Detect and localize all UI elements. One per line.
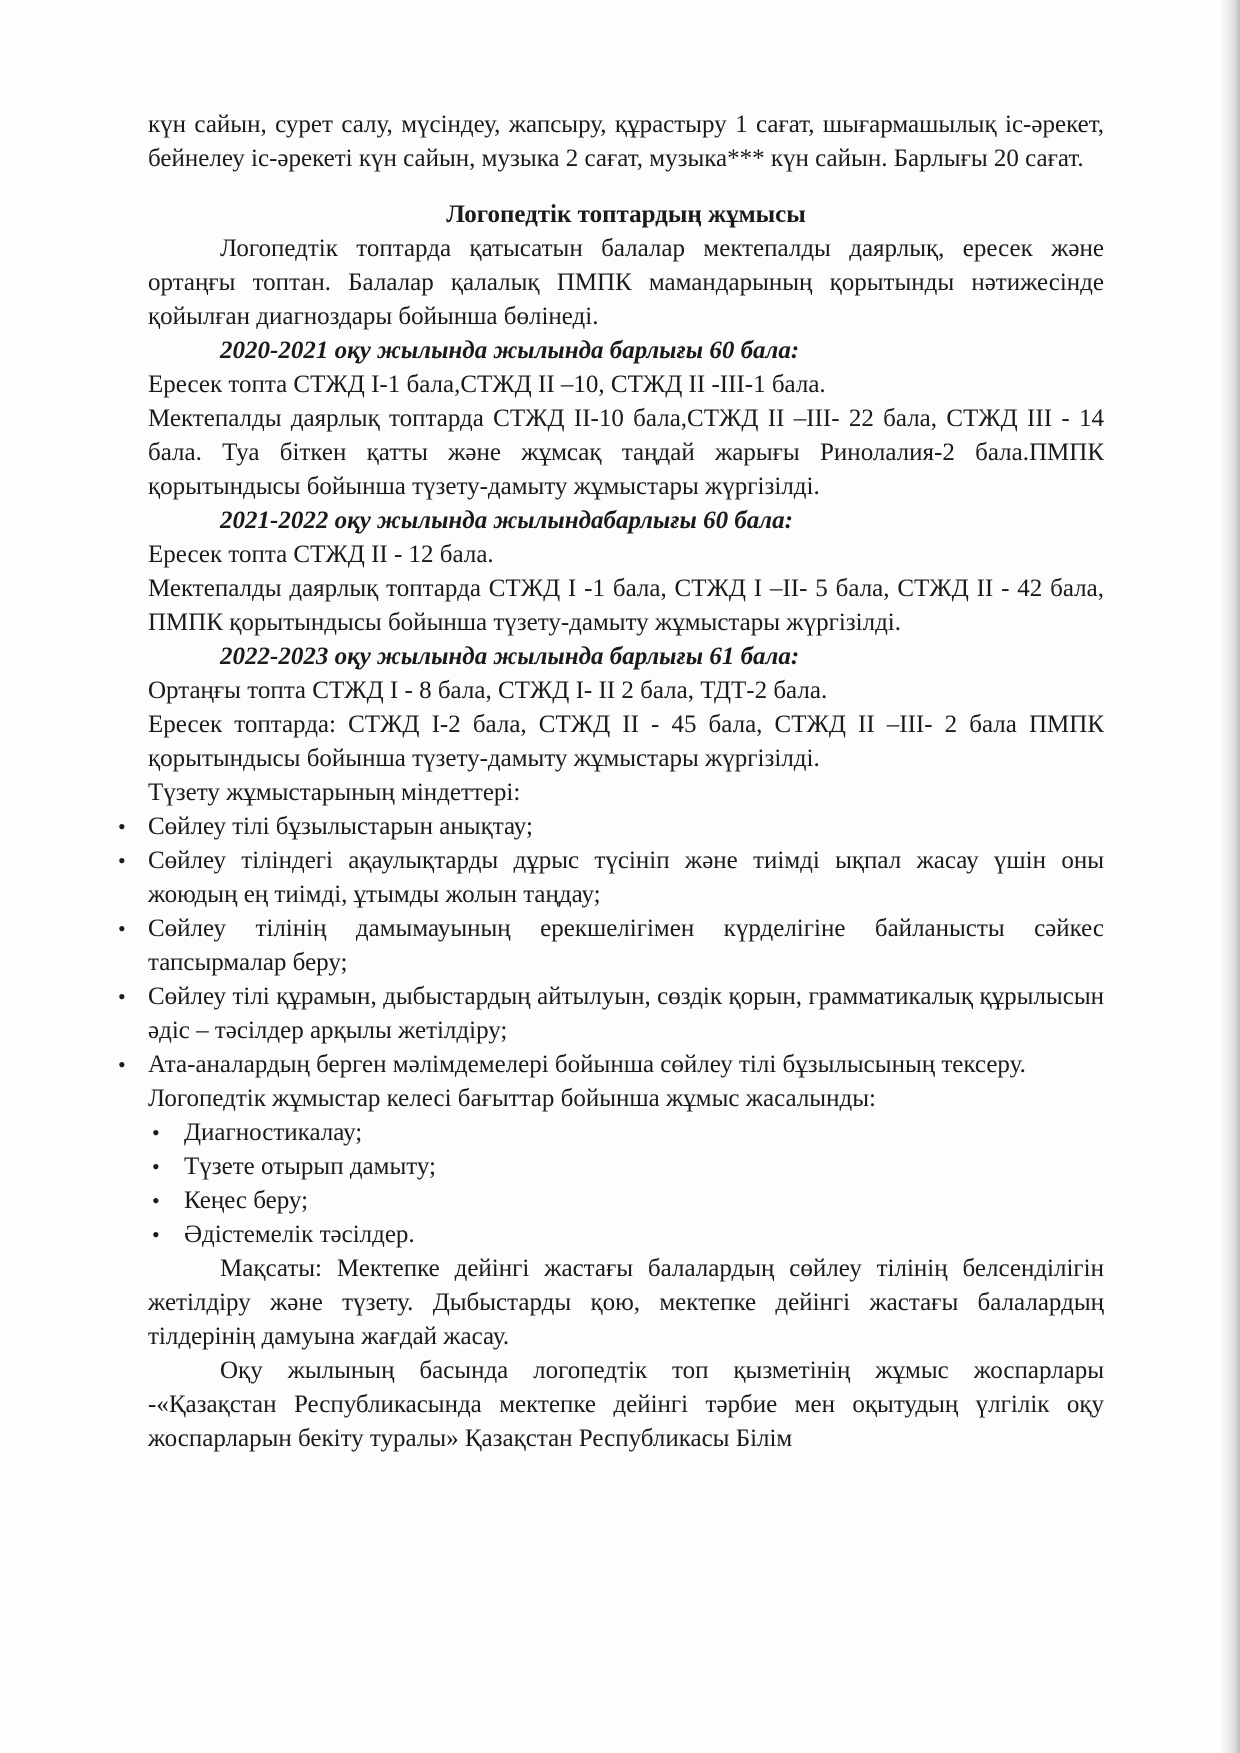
year-line: Ересек топта СТЖД І-1 бала,СТЖД ІІ –10, СТЖД ІІ -ІІІ-1 бала. — [148, 371, 826, 398]
list-item — [152, 1116, 1104, 1150]
goal-paragraph: Мақсаты: Мектепке дейінгі жастағы балалардың сөйлеу тілінің белсенділігін жетілдіру және түзету. Дыбыстарды қою, мектепке дейінгі жастағы балалардың тілдерінің дамуына жағдай жасау. — [148, 1255, 1104, 1350]
bullet-icon: • — [118, 984, 126, 1009]
section-intro-paragraph: Логопедтік топтарда қатысатын балалар мектепалды даярлық, ересек және ортаңғы топтан. Балалар қалалық ПМПК мамандарының қорытынды нәтижесінде қойылған диагноздары бойынша бөлінеді. — [148, 235, 1104, 330]
year-line: Мектепалды даярлық топтарда СТЖД ІІ-10 бала,СТЖД ІІ –ІІІ- 22 бала, СТЖД ІІІ - 14 бала. Туа біткен қатты және жұмсақ таңдай жарығы Ринолалия-2 бала.ПМПК қорытындысы бойынша түзету-дамыту жұмыстары жүргізілді. — [148, 405, 1104, 500]
task-text: Ата-аналардың берген мәлімдемелері бойынша сөйлеу тілі бұзылысының тексеру. — [148, 1051, 1026, 1078]
direction-text: Диагностикалау; — [184, 1119, 363, 1146]
bullet-icon: • — [152, 1222, 160, 1247]
year-heading: 2022-2023 оқу жылында жылында барлығы 61 бала: — [220, 643, 800, 670]
year-line: Ересек топтарда: СТЖД І-2 бала, СТЖД ІІ - 45 бала, СТЖД ІІ –ІІІ- 2 бала ПМПК қорытындысы бойынша түзету-дамыту жұмыстары жүргізілді. — [148, 711, 1104, 772]
closing-paragraph: Оқу жылының басында логопедтік топ қызметінің жұмыс жоспарлары -«Қазақстан Республикасында мектепке дейінгі тәрбие мен оқытудың үлгілік оқу жоспарларын бекіту туралы» Қазақстан Республикасы Білім — [148, 1357, 1104, 1452]
document-body — [118, 108, 1104, 1456]
direction-text: Әдістемелік тәсілдер. — [184, 1221, 415, 1248]
bullet-icon: • — [118, 848, 126, 873]
direction-text: Кеңес беру; — [184, 1187, 309, 1214]
year-line: Ересек топта СТЖД ІІ - 12 бала. — [148, 541, 494, 568]
bullet-icon: • — [152, 1154, 160, 1179]
direction-text: Түзете отырып дамыту; — [184, 1153, 436, 1180]
year-block-2020-2021 — [148, 334, 1104, 504]
tasks-list — [118, 810, 1104, 1082]
task-text: Сөйлеу тілінің дамымауының ерекшелігімен күрделігіне байланысты сәйкес тапсырмалар беру; — [148, 915, 1104, 976]
bullet-icon: • — [118, 814, 126, 839]
year-heading: 2020-2021 оқу жылында жылында барлығы 60 бала: — [220, 337, 800, 364]
intro-paragraph: күн сайын, сурет салу, мүсіндеу, жапсыру, құрастыру 1 сағат, шығармашылық іс-әрекет, бейнелеу іс-әрекеті күн сайын, музыка 2 сағат, музыка*** күн сайын. Барлығы 20 сағат. — [148, 111, 1104, 172]
task-text: Сөйлеу тіліндегі ақаулықтарды дұрыс түсініп және тиімді ықпал жасау үшін оны жоюдың ең тиімді, ұтымды жолын таңдау; — [148, 847, 1104, 908]
directions-list — [152, 1116, 1104, 1252]
year-block-2021-2022 — [148, 504, 1104, 640]
year-heading: 2021-2022 оқу жылында жылындабарлығы 60 бала: — [220, 507, 793, 534]
list-item — [118, 1048, 1104, 1082]
list-item — [152, 1218, 1104, 1252]
list-item — [118, 980, 1104, 1048]
tasks-title: Түзету жұмыстарының міндеттері: — [148, 779, 521, 806]
year-line: Ортаңғы топта СТЖД І - 8 бала, СТЖД І- ІІ 2 бала, ТДТ-2 бала. — [148, 677, 828, 704]
section-title: Логопедтік топтардың жұмысы — [446, 201, 806, 228]
list-item — [152, 1184, 1104, 1218]
bullet-icon: • — [152, 1120, 160, 1145]
scan-edge-shadow — [1218, 0, 1240, 1753]
list-item — [118, 844, 1104, 912]
bullet-icon: • — [152, 1188, 160, 1213]
bullet-icon: • — [118, 916, 126, 941]
directions-title: Логопедтік жұмыстар келесі бағыттар бойынша жұмыс жасалынды: — [148, 1085, 876, 1112]
task-text: Сөйлеу тілі бұзылыстарын анықтау; — [148, 813, 533, 840]
bullet-icon: • — [118, 1052, 126, 1077]
task-text: Сөйлеу тілі құрамын, дыбыстардың айтылуын, сөздік қорын, грамматикалық құрылысын әдіс – тәсілдер арқылы жетілдіру; — [148, 983, 1104, 1044]
year-line: Мектепалды даярлық топтарда СТЖД І -1 бала, СТЖД І –ІІ- 5 бала, СТЖД ІІ - 42 бала, ПМПК қорытындысы бойынша түзету-дамыту жұмыстары жүргізілді. — [148, 575, 1104, 636]
year-block-2022-2023 — [148, 640, 1104, 776]
list-item — [118, 810, 1104, 844]
list-item — [152, 1150, 1104, 1184]
list-item — [118, 912, 1104, 980]
